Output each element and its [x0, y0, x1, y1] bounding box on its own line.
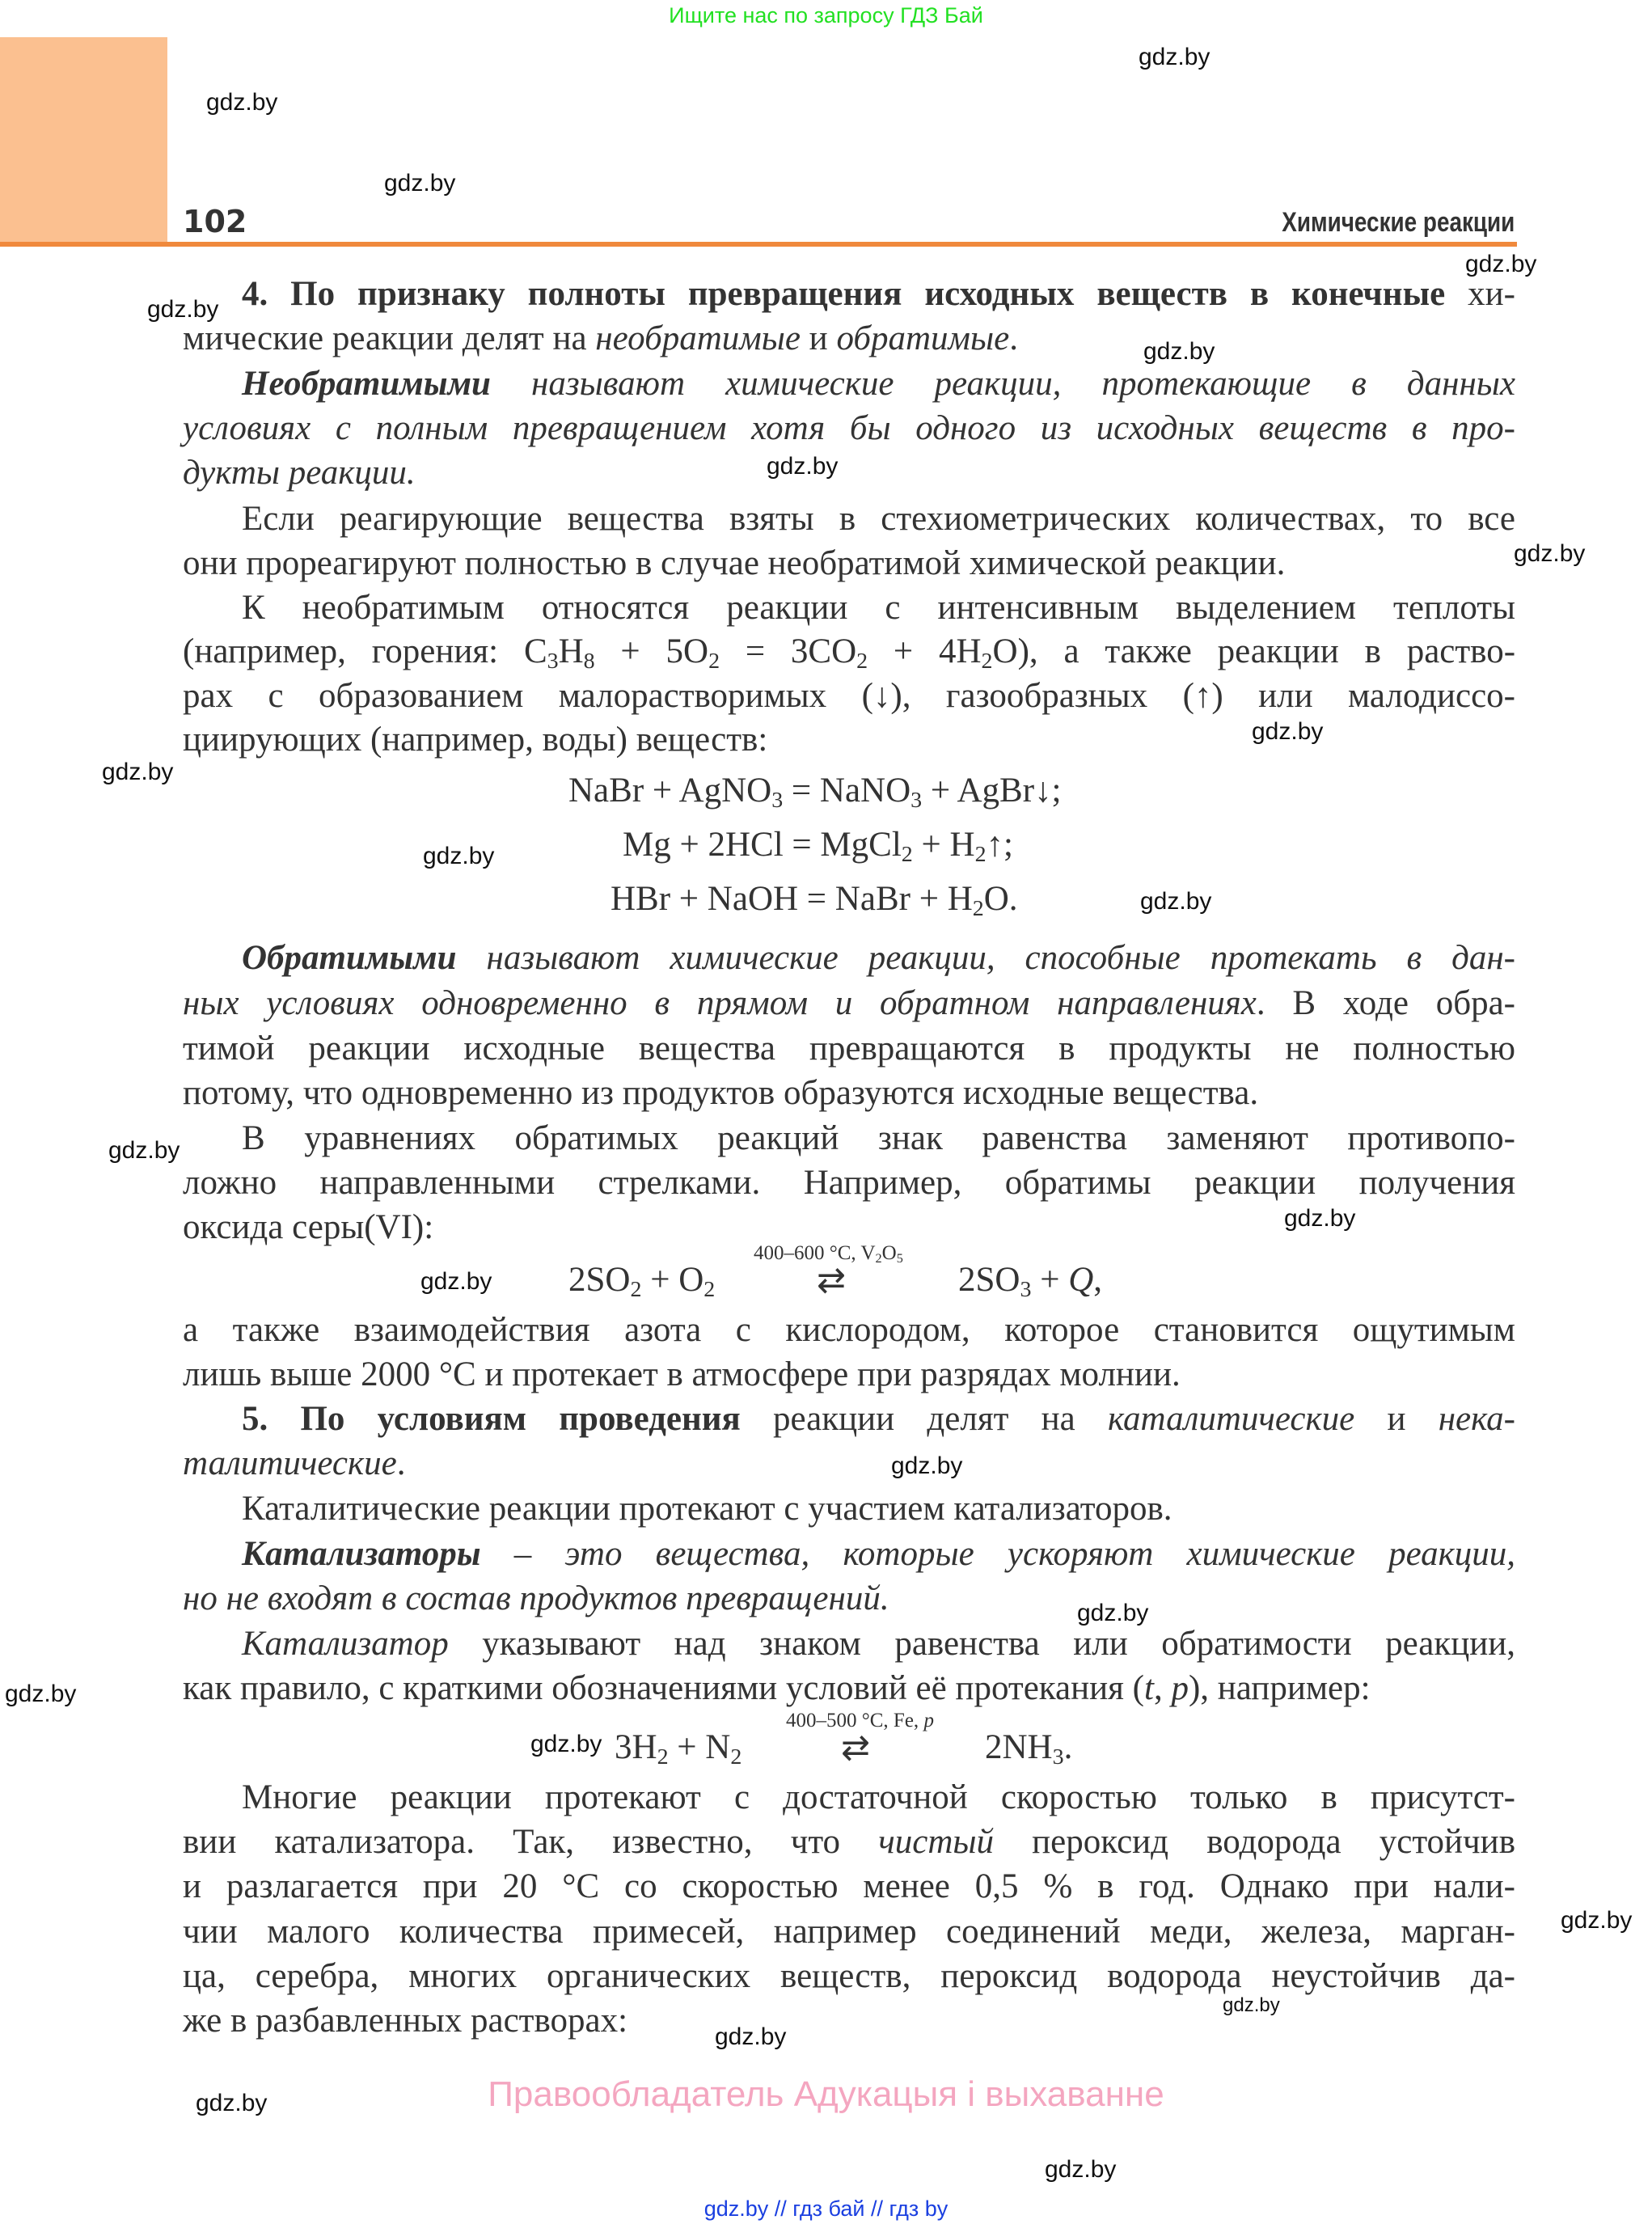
section-4-line-1: 4. По признаку полноты превращения исходных веществ в конечные хи- [242, 275, 1515, 313]
equation-nh3-condition: 400–500 °C, Fe, p [786, 1710, 934, 1731]
watermark: gdz.by [108, 1137, 180, 1164]
section-4-heading: 4. По признаку полноты превращения исходных веществ в конечные [242, 275, 1446, 313]
watermark: gdz.by [206, 89, 278, 116]
watermark: gdz.by [5, 1681, 77, 1707]
definition-irreversible-line-2: условиях с полным превращением хотя бы одного из исходных веществ в про- [183, 409, 1515, 447]
paragraph-line: и разлагается при 20 °C со скоростью менее 0,5 % в год. Однако при нали- [183, 1867, 1515, 1905]
footer-links[interactable]: gdz.by // гдз бай // гдз by [703, 2197, 949, 2221]
watermark: gdz.by [420, 1268, 492, 1295]
paragraph-line: же в разбавленных растворах: [183, 2002, 628, 2040]
definition-term: Обратимыми [242, 939, 457, 977]
watermark: gdz.by [715, 2023, 787, 2050]
paragraph-line: вии катализатора. Так, известно, что чистый пероксид водорода устойчив [183, 1823, 1515, 1861]
definition-reversible-line-2: ных условиях одновременно в прямом и обратном направлениях. В ходе обра- [183, 984, 1515, 1022]
watermark: gdz.by [1284, 1205, 1356, 1232]
running-title: Химические реакции [1281, 207, 1515, 238]
paragraph-line: Многие реакции протекают с достаточной скоростью только в присутст- [242, 1778, 1515, 1816]
watermark: gdz.by [891, 1452, 963, 1479]
paragraph-line: Каталитические реакции протекают с участием катализаторов. [242, 1490, 1172, 1528]
reversible-arrow-icon: ⇄ [841, 1729, 871, 1767]
term-irreversible: необратимые [595, 319, 801, 357]
paragraph-line: а также взаимодействия азота с кислородом, которое становится ощутимым [183, 1311, 1515, 1349]
watermark: gdz.by [1465, 251, 1537, 277]
page-corner-block [0, 37, 167, 243]
term-reversible: обратимые [836, 319, 1010, 357]
section-4-line-2: мические реакции делят на необратимые и обратимые. [183, 319, 1018, 357]
watermark: gdz.by [1139, 44, 1210, 70]
paragraph-line: циирующих (например, воды) веществ: [183, 721, 768, 759]
paragraph-line-with-formula: (например, горения: $C_3H_8 + 5O_2 = 3CO_2 + 4H_2O$), а также реакции в раство- [183, 632, 1516, 674]
watermark: gdz.by [767, 453, 839, 480]
definition-term: Необратимыми [242, 365, 491, 403]
definition-irreversible-line-1: Необратимыми называют химические реакции, протекающие в данных [242, 365, 1515, 403]
header-rule [0, 242, 1517, 247]
watermark: gdz.by [1514, 540, 1586, 567]
copyright-notice: Правообладатель Адукацыя і выхаванне [488, 2074, 1164, 2114]
watermark: gdz.by [1077, 1600, 1149, 1626]
paragraph-line: они прореагируют полностью в случае необратимой химической реакции. [183, 544, 1286, 582]
definition-catalyst-line-2: но не входят в состав продуктов превращений. [183, 1579, 889, 1617]
paragraph-line: как правило, с краткими обозначениями условий её протекания (t, p), например: [183, 1669, 1371, 1707]
definition-term: Катализаторы [242, 1535, 481, 1573]
watermark: gdz.by [1252, 718, 1324, 745]
paragraph-line: В уравнениях обратимых реакций знак равенства заменяют противопо- [242, 1119, 1515, 1157]
paragraph-line: Катализатор указывают над знаком равенства или обратимости реакции, [242, 1625, 1515, 1663]
equation-nabr-agno3: NaBr + AgNO$_3$ = NaNO$_3$ + AgBr↓; [568, 772, 1062, 813]
equation-mg-hcl: Mg + 2HCl = MgCl$_2$ + $H_2↑$; [623, 826, 1013, 867]
equation-nh3-right: $2NH_3$. [985, 1728, 1073, 1769]
watermark: gdz.by [147, 296, 219, 323]
paragraph-line: Если реагирующие вещества взяты в стехиометрических количествах, то все [242, 500, 1515, 538]
search-banner: Ищите нас по запросу ГДЗ Бай [669, 3, 983, 27]
equation-hbr-naoh: HBr + NaOH = NaBr + $H_2O$. [611, 880, 1018, 921]
section-5-line-2: талитические. [183, 1444, 406, 1482]
paragraph-line: потому, что одновременно из продуктов образуются исходные вещества. [183, 1074, 1259, 1112]
paragraph-line: ца, серебра, многих органических веществ, пероксид водорода неустойчив да- [183, 1957, 1515, 1995]
watermark: gdz.by [530, 1731, 602, 1757]
watermark: gdz.by [1143, 338, 1215, 365]
reversible-arrow-icon: ⇄ [817, 1262, 847, 1300]
paragraph-line: чии малого количества примесей, например соединений меди, железа, марган- [183, 1913, 1515, 1951]
section-5-heading: 5. По условиям проведения [242, 1400, 741, 1438]
equation-so2-left: $2SO_2 + O_2$ [568, 1261, 716, 1302]
paragraph-line: тимой реакции исходные вещества превращаются в продукты не полностью [183, 1030, 1515, 1068]
paragraph-line: К необратимым относятся реакции с интенсивным выделением теплоты [242, 589, 1515, 627]
definition-catalyst-line-1: Катализаторы – это вещества, которые ускоряют химические реакции, [242, 1535, 1515, 1573]
watermark: gdz.by [102, 759, 174, 785]
equation-nh3-left: $3H_2 + N_2$ [615, 1728, 742, 1769]
watermark: gdz.by [1045, 2156, 1117, 2183]
section-5-line-1: 5. По условиям проведения реакции делят на каталитические и нека- [242, 1400, 1515, 1438]
paragraph-line: оксида серы(VI): [183, 1208, 434, 1246]
equation-so3-right: $2SO_3 + Q$, [958, 1261, 1103, 1302]
equation-so3-condition: 400–600 °C, $V_2O_5$ [754, 1242, 903, 1266]
watermark: gdz.by [1140, 888, 1212, 915]
watermark: gdz.by [384, 170, 456, 197]
watermark: gdz.by [196, 2090, 268, 2116]
watermark: gdz.by [1561, 1907, 1633, 1934]
paragraph-line: лишь выше 2000 °C и протекает в атмосфере при разрядах молнии. [183, 1355, 1181, 1393]
page-number: 102 [183, 204, 247, 239]
definition-reversible-line-1: Обратимыми называют химические реакции, способные протекать в дан- [242, 939, 1515, 977]
definition-irreversible-line-3: дукты реакции. [183, 454, 416, 492]
watermark: gdz.by [423, 843, 495, 869]
paragraph-line: ложно направленными стрелками. Например, обратимы реакции получения [183, 1164, 1515, 1202]
watermark: gdz.by [1223, 1994, 1280, 2016]
paragraph-line: рах с образованием малорастворимых (↓), газообразных (↑) или малодиссо- [183, 677, 1515, 715]
